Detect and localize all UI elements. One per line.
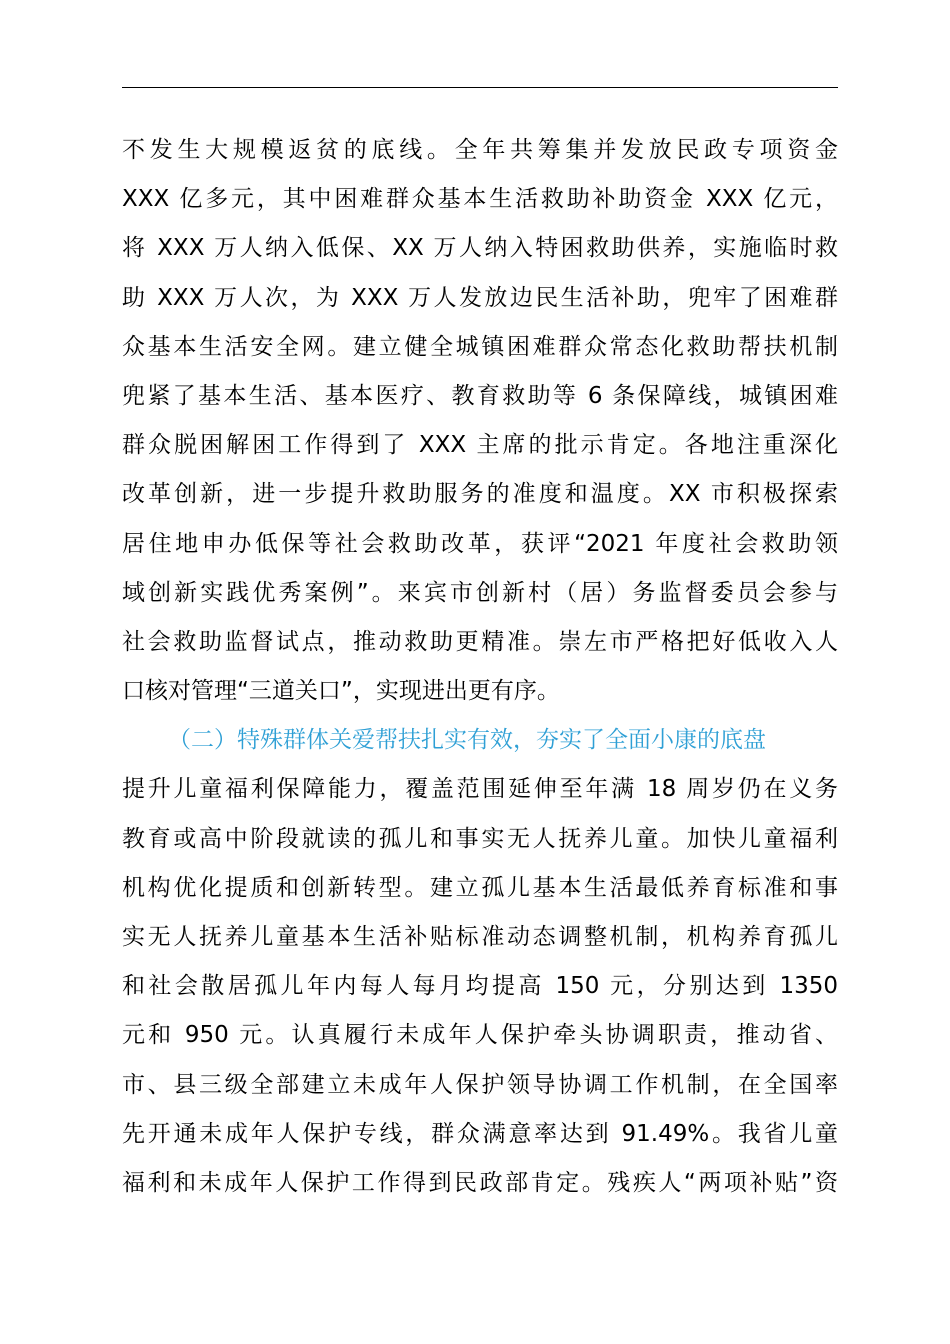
paragraph-line: 居住地申办低保等社会救助改革，获评“2021 年度社会救助领 (122, 530, 838, 557)
paragraph-line: 助 XXX 万人次，为 XXX 万人发放边民生活补助，兜牢了困难群 (122, 284, 838, 311)
paragraph-line: 先开通未成年人保护专线，群众满意率达到 91.49%。我省儿童 (122, 1120, 838, 1147)
paragraph-line: 众基本生活安全网。建立健全城镇困难群众常态化救助帮扶机制 (122, 333, 838, 360)
paragraph-line: 域创新实践优秀案例”。来宾市创新村（居）务监督委员会参与 (122, 579, 838, 606)
document-body (122, 126, 838, 1208)
paragraph-line: 提升儿童福利保障能力，覆盖范围延伸至年满 18 周岁仍在义务 (122, 776, 838, 803)
paragraph-line: 口核对管理“三道关口”，实现进出更有序。 (122, 678, 560, 705)
paragraph-line: 群众脱困解困工作得到了 XXX 主席的批示肯定。各地注重深化 (122, 432, 838, 459)
paragraph-line: 改革创新，进一步提升救助服务的准度和温度。XX 市积极探索 (122, 481, 838, 508)
paragraph-line: 不发生大规模返贫的底线。全年共筹集并发放民政专项资金 (122, 137, 838, 163)
section-heading: （二）特殊群体关爱帮扶扎实有效，夯实了全面小康的底盘 (168, 727, 766, 754)
paragraph-line: 兜紧了基本生活、基本医疗、教育救助等 6 条保障线，城镇困难 (122, 382, 838, 409)
paragraph-line: 和社会散居孤儿年内每人每月均提高 150 元，分别达到 1350 (122, 973, 838, 1000)
paragraph-line: 机构优化提质和创新转型。建立孤儿基本生活最低养育标准和事 (122, 874, 838, 901)
paragraph-line: 实无人抚养儿童基本生活补贴标准动态调整机制，机构养育孤儿 (122, 924, 838, 950)
paragraph-line: 将 XXX 万人纳入低保、XX 万人纳入特困救助供养，实施临时救 (122, 235, 838, 262)
paragraph-line: 教育或高中阶段就读的孤儿和事实无人抚养儿童。加快儿童福利 (122, 825, 838, 852)
paragraph-line: 福利和未成年人保护工作得到民政部肯定。残疾人“两项补贴”资 (122, 1169, 838, 1196)
paragraph-line: 社会救助监督试点，推动救助更精准。崇左市严格把好低收入人 (122, 628, 838, 655)
paragraph-line: 元和 950 元。认真履行未成年人保护牵头协调职责，推动省、 (122, 1022, 838, 1049)
paragraph-line: XXX 亿多元，其中困难群众基本生活救助补助资金 XXX 亿元， (122, 186, 838, 213)
paragraph-line: 市、县三级全部建立未成年人保护领导协调工作机制，在全国率 (122, 1071, 838, 1098)
header-rule (122, 87, 838, 88)
